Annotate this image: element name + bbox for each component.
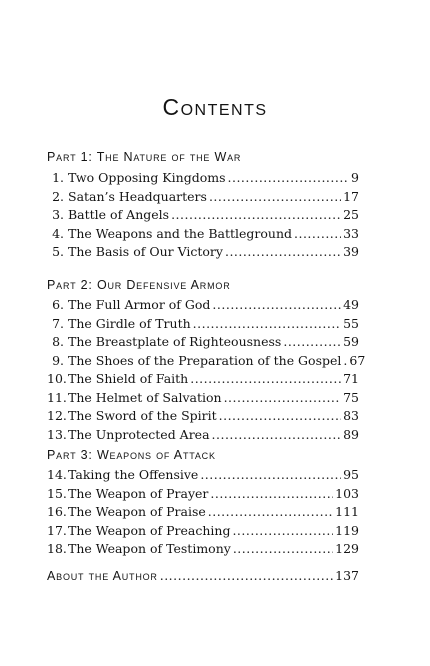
entry-number: 14. [47,467,67,482]
entry-number: 9. [52,352,64,368]
entry-page: 111 [335,504,359,519]
toc-entry-4[interactable] [47,226,359,245]
about-author-label: About the Author [47,569,158,583]
entry-page: 89 [343,426,359,442]
entry-page: 103 [335,485,359,501]
entry-number: 17. [47,522,67,538]
entry-page: 39 [343,244,359,259]
entry-page: 83 [343,408,359,423]
entry-page: 71 [343,371,359,386]
toc-entry-2[interactable] [47,189,359,208]
dot-leader [343,353,347,368]
toc-entry-12[interactable] [47,408,359,427]
toc-entry-9[interactable] [47,352,366,372]
part-heading-1: Part 1: The Nature of the War [47,150,242,164]
entry-number: 5. [52,244,64,259]
entry-title: Satan’s Headquarters [68,188,207,204]
dot-leader [160,568,333,583]
entry-page: 33 [343,225,359,241]
part-2-entries [47,297,366,445]
entry-number: 7. [52,315,64,331]
toc-entry-17[interactable] [47,523,359,542]
entry-number: 8. [52,334,64,349]
entry-title: The Breastplate of Righteousness [68,334,282,349]
entry-number: 13. [47,426,67,442]
entry-title: The Weapon of Preaching [68,522,231,538]
toc-entry-11[interactable] [47,390,359,409]
entry-page: 9 [351,170,359,185]
about-author-page: 137 [335,568,359,583]
entry-title: The Girdle of Truth [68,315,191,331]
entry-number: 18. [47,541,67,556]
entry-title: Battle of Angels [68,207,170,222]
entry-title: The Shield of Faith [68,371,189,386]
dot-leader [212,297,341,312]
dot-leader [233,541,333,556]
entry-page: 75 [343,389,359,405]
toc-entry-10[interactable] [47,371,359,390]
entry-page: 49 [343,297,359,312]
entry-title: Two Opposing Kingdoms [68,170,226,185]
dot-leader [283,334,341,349]
toc-entry-about-author[interactable] [47,568,359,583]
dot-leader [212,427,342,442]
entry-number: 16. [47,504,67,519]
entry-number: 10. [47,371,67,386]
part-3-entries [47,467,359,560]
toc-entry-7[interactable] [47,316,359,335]
entry-page: 55 [343,315,359,331]
toc-entry-18[interactable] [47,541,359,560]
toc-entry-13[interactable] [47,427,359,446]
entry-title: The Weapons and the Battleground [68,225,293,241]
entry-title: The Shoes of the Preparation of the Gospel [68,352,342,368]
entry-number: 11. [47,389,67,405]
entry-title: The Weapon of Prayer [68,485,209,501]
entry-page: 95 [343,467,359,482]
entry-title: Taking the Offensive [68,467,199,482]
dot-leader [225,244,341,259]
dot-leader [200,467,341,482]
dot-leader [294,226,341,241]
toc-entry-6[interactable] [47,297,359,316]
entry-number: 4. [52,225,64,241]
entry-title: The Weapon of Testimony [68,541,231,556]
dot-leader [232,523,333,538]
entry-page: 67 [349,352,366,368]
toc-entry-14[interactable] [47,467,359,486]
toc-entry-5[interactable] [47,244,359,263]
entry-page: 25 [343,207,359,222]
page-title: Contents [162,94,268,120]
entry-title: The Weapon of Praise [68,504,206,519]
toc-entry-16[interactable] [47,504,359,523]
toc-entry-3[interactable] [47,207,359,226]
entry-number: 2. [52,188,64,204]
entry-page: 59 [343,334,359,349]
dot-leader [209,189,341,204]
toc-entry-8[interactable] [47,334,359,353]
entry-title: The Basis of Our Victory [68,244,223,259]
toc-entry-15[interactable] [47,486,359,505]
dot-leader [171,207,341,222]
dot-leader [210,486,333,501]
entry-number: 3. [52,207,64,222]
entry-page: 129 [335,541,359,556]
dot-leader [190,371,341,386]
dot-leader [228,170,350,185]
part-1-entries [47,170,359,263]
part-heading-2: Part 2: Our Defensive Armor [47,278,231,292]
entry-number: 1. [52,170,64,185]
entry-title: The Helmet of Salvation [68,389,222,405]
entry-number: 15. [47,485,67,501]
toc-entry-1[interactable] [47,170,359,189]
entry-page: 119 [335,522,359,538]
entry-title: The Unprotected Area [68,426,210,442]
entry-number: 6. [52,297,64,312]
entry-title: The Sword of the Spirit [68,408,217,423]
part-heading-3: Part 3: Weapons of Attack [47,448,216,462]
dot-leader [219,408,341,423]
entry-title: The Full Armor of God [68,297,211,312]
entry-number: 12. [47,408,67,423]
dot-leader [208,504,333,519]
entry-page: 17 [343,188,359,204]
dot-leader [224,390,342,405]
dot-leader [193,316,341,331]
